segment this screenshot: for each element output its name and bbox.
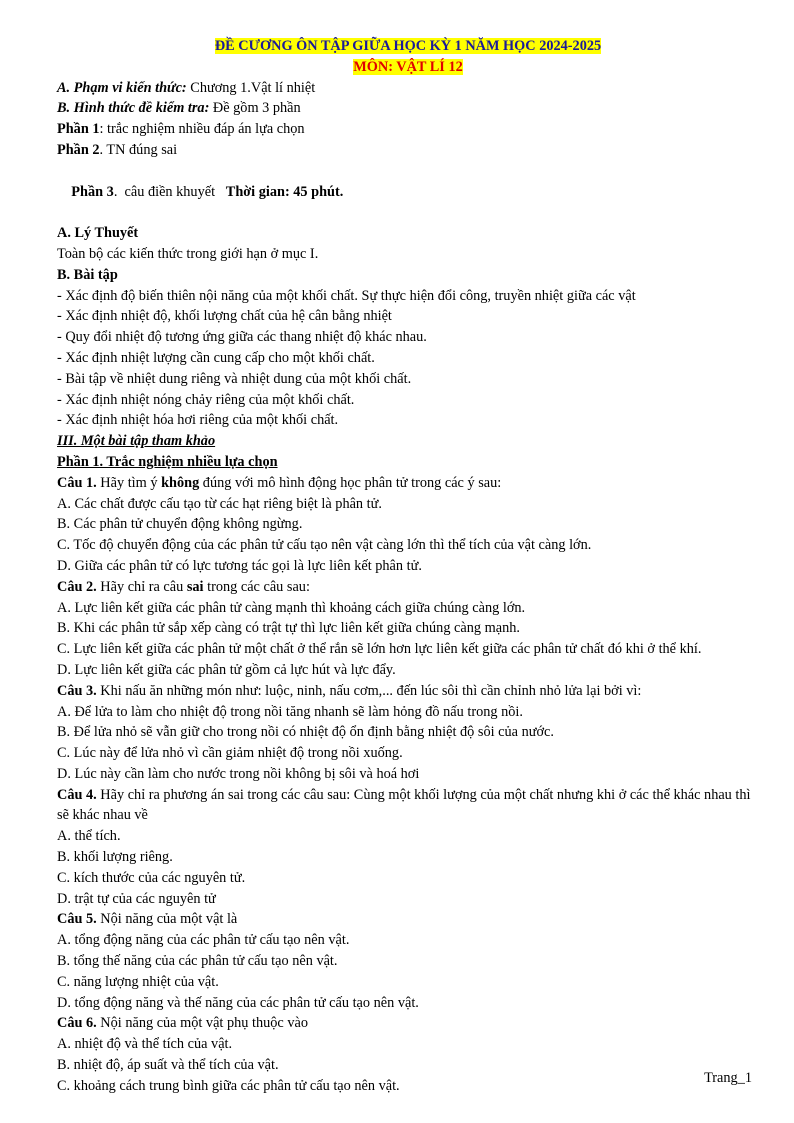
question-text: trong các câu sau: xyxy=(203,578,310,595)
answer-option: A. Các chất được cấu tạo từ các hạt riêng biệt là phân tử. xyxy=(57,495,382,512)
part-label: Phần 2 xyxy=(57,141,100,158)
question-stem xyxy=(57,909,759,930)
exercise-item: - Xác định nhiệt lượng cần cung cấp cho một khối chất. xyxy=(57,349,375,366)
answer-option: B. khối lượng riêng. xyxy=(57,849,173,866)
question-number: Câu 3. xyxy=(57,682,97,699)
page-number: Trang_1 xyxy=(704,1070,752,1086)
answer-option: B. Các phân tử chuyển động không ngừng. xyxy=(57,516,303,533)
exercise-item: - Xác định nhiệt độ, khối lượng chất của hệ cân bằng nhiệt xyxy=(57,308,392,325)
exercise-item: - Xác định độ biến thiên nội năng của một khối chất. Sự thực hiện đổi công, truyền nhiệt giữa các vật xyxy=(57,287,636,304)
answer-option: D. tổng động năng và thế năng của các phân tử cấu tạo nên vật. xyxy=(57,994,419,1011)
answer-option: D. Lực liên kết giữa các phân tử gồm cả lực hút và lực đẩy. xyxy=(57,661,396,678)
subject-line xyxy=(57,57,759,78)
part-label: Phần 1 xyxy=(57,121,100,138)
exam-time: Thời gian: 45 phút. xyxy=(225,183,344,200)
scope-label: A. Phạm vi kiến thức: xyxy=(57,79,187,96)
part1-heading: Phần 1. Trắc nghiệm nhiều lựa chọn xyxy=(57,453,278,470)
part-line-2 xyxy=(57,140,759,161)
format-text: Đề gồm 3 phần xyxy=(209,100,301,117)
question-stem xyxy=(57,1013,759,1034)
part-label: Phần 3 xyxy=(71,183,114,200)
format-line xyxy=(57,98,759,119)
answer-option: D. Giữa các phân tử có lực tương tác gọi là lực liên kết phân tử. xyxy=(57,557,422,574)
answer-option: B. Khi các phân tử sắp xếp càng có trật tự thì lực liên kết giữa chúng càng mạnh. xyxy=(57,620,520,637)
question-number: Câu 1. xyxy=(57,474,97,491)
question-number: Câu 4. xyxy=(57,786,97,803)
question-stem xyxy=(57,785,759,827)
answer-option: A. Lực liên kết giữa các phân tử càng mạnh thì khoảng cách giữa chúng càng lớn. xyxy=(57,599,526,616)
document-header xyxy=(57,36,759,57)
part-text: . TN đúng sai xyxy=(99,141,178,158)
question-text: Khi nấu ăn những món như: luộc, ninh, nấu cơm,... đến lúc sôi thì cần chỉnh nhỏ lửa lại bởi vì: xyxy=(96,682,642,699)
question-text: Hãy chỉ ra câu xyxy=(96,578,187,595)
exercise-item: - Quy đổi nhiệt độ tương ứng giữa các thang nhiệt độ khác nhau. xyxy=(57,329,427,346)
question-number: Câu 5. xyxy=(57,911,97,928)
answer-option: C. Tốc độ chuyển động của các phân tử cấu tạo nên vật càng lớn thì thể tích của vật càng lớn. xyxy=(57,537,592,554)
scope-text: Chương 1.Vật lí nhiệt xyxy=(186,79,316,96)
answer-option: A. Để lửa to làm cho nhiệt độ trong nồi tăng nhanh sẽ làm hỏng đồ nấu trong nồi. xyxy=(57,703,523,720)
question-emphasis: không xyxy=(161,474,200,491)
part-text: . câu điền khuyết xyxy=(113,183,226,200)
question-number: Câu 2. xyxy=(57,578,97,595)
answer-option: C. năng lượng nhiệt của vật. xyxy=(57,973,219,990)
answer-option: C. khoảng cách trung bình giữa các phân tử cấu tạo nên vật. xyxy=(57,1077,400,1094)
answer-option: B. tổng thế năng của các phân tử cấu tạo nên vật. xyxy=(57,953,338,970)
question-text: Hãy tìm ý xyxy=(96,474,162,491)
answer-option: D. trật tự của các nguyên tử xyxy=(57,890,216,907)
answer-option: C. Lúc này để lửa nhỏ vì cần giảm nhiệt độ trong nồi xuống. xyxy=(57,745,403,762)
question-text: Nội năng của một vật phụ thuộc vào xyxy=(96,1015,308,1032)
part-text: : trắc nghiệm nhiều đáp án lựa chọn xyxy=(99,121,305,138)
exercise-item: - Xác định nhiệt hóa hơi riêng của một khối chất. xyxy=(57,412,339,429)
theory-text: Toàn bộ các kiến thức trong giới hạn ở mục I. xyxy=(57,245,319,262)
answer-option: A. thể tích. xyxy=(57,828,121,845)
answer-option: D. Lúc này cần làm cho nước trong nồi không bị sôi và hoá hơi xyxy=(57,765,420,782)
answer-option: A. tổng động năng của các phân tử cấu tạo nên vật. xyxy=(57,932,350,949)
document-title: ĐỀ CƯƠNG ÔN TẬP GIỮA HỌC KỲ 1 NĂM HỌC 2024-2025 xyxy=(214,38,602,54)
question-text: Nội năng của một vật là xyxy=(96,911,238,928)
exercises-heading: B. Bài tập xyxy=(57,266,118,283)
answer-option: B. Để lửa nhỏ sẽ vẫn giữ cho trong nồi có nhiệt độ ổn định bằng nhiệt độ sôi của nước. xyxy=(57,724,554,741)
format-label: B. Hình thức đề kiểm tra: xyxy=(57,100,210,117)
exercise-item: - Xác định nhiệt nóng chảy riêng của một khối chất. xyxy=(57,391,355,408)
theory-heading: A. Lý Thuyết xyxy=(57,225,139,242)
part-line-3 xyxy=(57,161,759,223)
question-text: Hãy chỉ ra phương án sai trong các câu sau: Cùng một khối lượng của một chất nhưng khi ở các thể khác nhau thì sẽ khác nhau về xyxy=(57,786,751,824)
document-subject: MÔN: VẬT LÍ 12 xyxy=(353,58,463,75)
question-number: Câu 6. xyxy=(57,1015,97,1032)
answer-option: B. nhiệt độ, áp suất và thể tích của vật. xyxy=(57,1057,279,1074)
part-line-1 xyxy=(57,119,759,140)
scope-line xyxy=(57,78,759,99)
question-stem xyxy=(57,473,759,494)
answer-option: A. nhiệt độ và thể tích của vật. xyxy=(57,1036,233,1053)
document-page xyxy=(57,36,759,1097)
exercise-item: - Bài tập về nhiệt dung riêng và nhiệt dung của một khối chất. xyxy=(57,370,412,387)
question-emphasis: sai xyxy=(186,578,204,595)
question-stem xyxy=(57,577,759,598)
reference-heading: III. Một bài tập tham khảo xyxy=(57,433,216,450)
question-text: đúng với mô hình động học phân tử trong các ý sau: xyxy=(199,474,502,491)
question-stem xyxy=(57,681,759,702)
answer-option: C. kích thước của các nguyên tử. xyxy=(57,869,246,886)
answer-option: C. Lực liên kết giữa các phân tử một chất ở thể rắn sẽ lớn hơn lực liên kết giữa các phân tử chất đó khi ở thể khí. xyxy=(57,641,702,658)
